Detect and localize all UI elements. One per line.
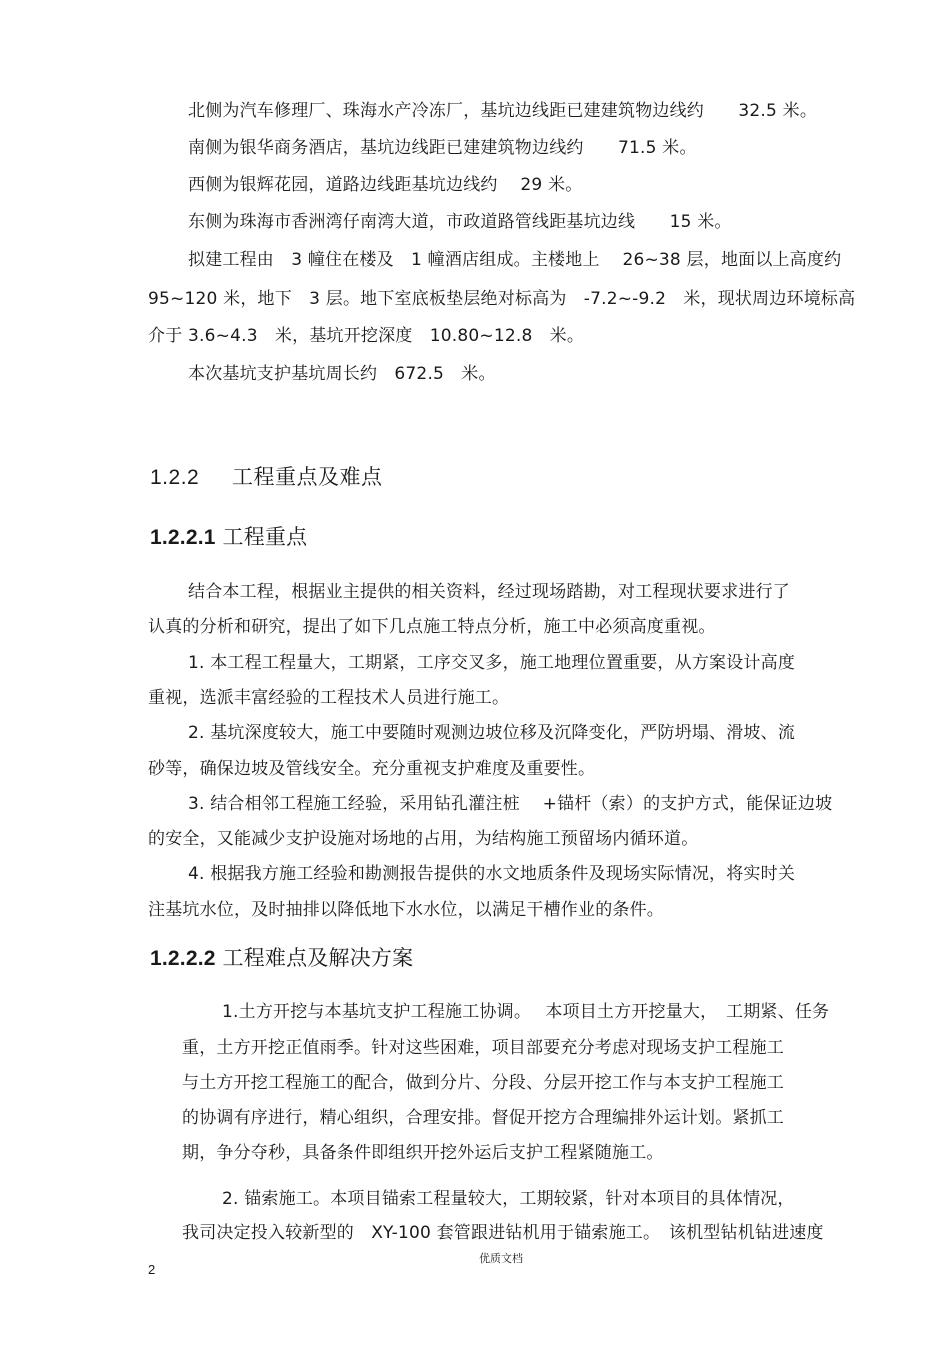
paragraph-south: 南侧为银华商务酒店，基坑边线距已建建筑物边线约 71.5 米。 bbox=[188, 138, 697, 158]
key-point-4-line1: 4. 根据我方施工经验和勘测报告提供的水文地质条件及现场实际情况，将实时关 bbox=[188, 864, 796, 884]
section-title: 工程难点及解决方案 bbox=[215, 946, 414, 970]
key-point-2-line2: 砂等，确保边坡及管线安全。充分重视支护难度及重要性。 bbox=[148, 759, 596, 779]
paragraph-project-line1: 拟建工程由 3 幢住在楼及 1 幢酒店组成。主楼地上 26~38 层，地面以上高度约 bbox=[188, 250, 842, 270]
paragraph-north: 北侧为汽车修理厂、珠海水产冷冻厂，基坑边线距已建建筑物边线约 32.5 米。 bbox=[188, 101, 818, 121]
paragraph-project-line2: 95~120 米，地下 3 层。地下室底板垫层绝对标高为 -7.2~-9.2 米，现状周边环境标高 bbox=[148, 289, 856, 309]
difficulty-1-line2: 重，土方开挖正值雨季。针对这些困难，项目部要充分考虑对现场支护工程施工 bbox=[182, 1038, 784, 1058]
key-points-intro-line2: 认真的分析和研究，提出了如下几点施工特点分析，施工中必须高度重视。 bbox=[148, 617, 716, 637]
section-title: 工程重点 bbox=[215, 525, 308, 549]
key-point-3-line1: 3. 结合相邻工程施工经验，采用钻孔灌注桩 +锚杆（索）的支护方式，能保证边坡 bbox=[188, 794, 833, 814]
key-point-1-line2: 重视，选派丰富经验的工程技术人员进行施工。 bbox=[148, 688, 510, 708]
section-heading-1-2-2-2 bbox=[150, 944, 413, 973]
difficulty-1-line4: 的协调有序进行，精心组织，合理安排。督促开挖方合理编排外运计划。紧抓工 bbox=[182, 1108, 784, 1128]
key-point-4-line2: 注基坑水位，及时抽排以降低地下水水位，以满足干槽作业的条件。 bbox=[148, 900, 664, 920]
key-points-intro-line1: 结合本工程，根据业主提供的相关资料，经过现场踏勘，对工程现状要求进行了 bbox=[188, 582, 790, 602]
difficulty-2-line1: 2. 锚索施工。本项目锚索工程量较大，工期较紧，针对本项目的具体情况， bbox=[222, 1189, 795, 1209]
page-number: 2 bbox=[148, 1262, 156, 1277]
section-title: 工程重点及难点 bbox=[232, 465, 383, 489]
key-point-2-line1: 2. 基坑深度较大，施工中要随时观测边坡位移及沉降变化，严防坍塌、滑坡、流 bbox=[188, 723, 796, 743]
key-point-1-line1: 1. 本工程工程量大，工期紧，工序交叉多，施工地理位置重要，从方案设计高度 bbox=[188, 653, 796, 673]
section-heading-1-2-2-1 bbox=[150, 523, 307, 552]
paragraph-west: 西侧为银辉花园，道路边线距基坑边线约 29 米。 bbox=[188, 175, 583, 195]
difficulty-1-line5: 期，争分夺秒，具备条件即组织开挖外运后支护工程紧随施工。 bbox=[182, 1143, 664, 1163]
paragraph-east: 东侧为珠海市香洲湾仔南湾大道，市政道路管线距基坑边线 15 米。 bbox=[188, 212, 732, 232]
paragraph-project-line3: 介于 3.6~4.3 米，基坑开挖深度 10.80~12.8 米。 bbox=[148, 326, 585, 346]
section-number: 1.2.2.2 bbox=[150, 947, 216, 970]
paragraph-perimeter: 本次基坑支护基坑周长约 672.5 米。 bbox=[188, 364, 496, 384]
difficulty-1-line1: 1.土方开挖与本基坑支护工程施工协调。 本项目土方开挖量大， 工期紧、任务 bbox=[222, 1002, 830, 1022]
footer-watermark: 优质文档 bbox=[479, 1252, 523, 1265]
difficulty-1-line3: 与土方开挖工程施工的配合，做到分片、分段、分层开挖工作与本支护工程施工 bbox=[182, 1073, 784, 1093]
section-heading-1-2-2 bbox=[150, 463, 383, 492]
key-point-3-line2: 的安全，又能减少支护设施对场地的占用，为结构施工预留场内循环道。 bbox=[148, 829, 699, 849]
section-number: 1.2.2.1 bbox=[150, 526, 216, 549]
section-number: 1.2.2 bbox=[150, 466, 200, 489]
difficulty-2-line2: 我司决定投入较新型的 XY-100 套管跟进钻机用于锚索施工。 该机型钻机钻进速度 bbox=[182, 1223, 824, 1243]
